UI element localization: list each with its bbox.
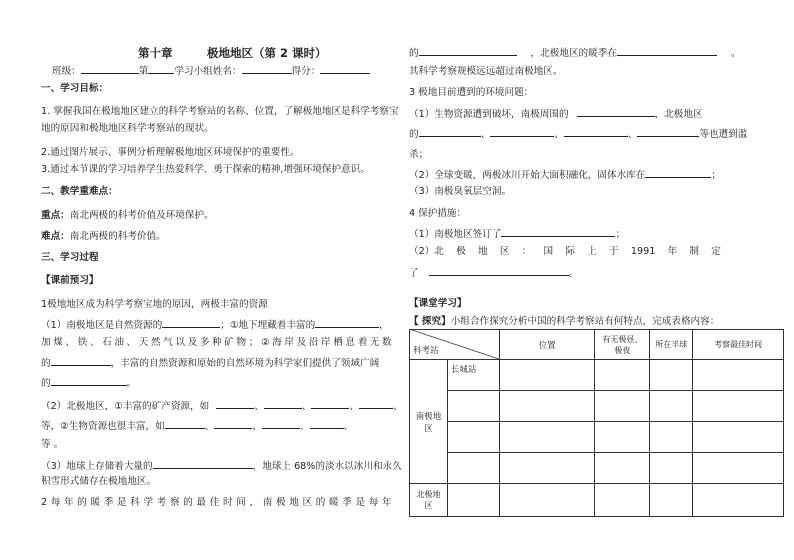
text-span: 了 xyxy=(409,268,419,279)
answer-cell[interactable] xyxy=(595,391,650,422)
char: 制 xyxy=(689,246,699,257)
char: 岸 xyxy=(284,337,294,348)
difficult-point-label: 难点： xyxy=(41,231,70,242)
question-1-3-line-2: 积雪形式储存在极地地区。 xyxy=(41,476,157,487)
table-row xyxy=(410,484,784,517)
char: 石 xyxy=(102,337,112,348)
text-span: （1）南极地区是自然资源的 xyxy=(41,320,163,331)
char: 着 xyxy=(357,337,368,348)
char: 加 xyxy=(41,337,51,348)
header-diagonal-line xyxy=(409,329,499,359)
answer-cell[interactable] xyxy=(650,422,693,453)
answer-cell[interactable] xyxy=(595,422,650,453)
preview-heading: 【课前预习】 xyxy=(41,275,99,286)
answer-blank[interactable] xyxy=(359,399,393,409)
text-span: ； xyxy=(615,229,626,240)
table-row xyxy=(410,422,784,453)
char: 种 xyxy=(212,337,222,348)
answer-cell[interactable] xyxy=(447,391,499,422)
header-best-time: 考察最佳时间 xyxy=(693,330,784,360)
char: 区 xyxy=(302,497,313,508)
char: 的 xyxy=(315,497,326,508)
answer-blank[interactable] xyxy=(429,266,569,276)
question-1: 1极地地区成为科学考察宝地的原因，两极丰富的资源 xyxy=(41,299,268,310)
header-station-label: 科考站 xyxy=(413,346,439,356)
answer-blank[interactable] xyxy=(311,399,349,409)
answer-cell[interactable] xyxy=(693,391,784,422)
answer-blank[interactable] xyxy=(564,127,628,137)
row-group-north: 北极地区 xyxy=(410,484,448,517)
text-span: （2）全球变暖，两极冰川开始大面积融化，固体水库在 xyxy=(409,170,646,181)
char: 暖 xyxy=(90,497,101,508)
char: 铁 xyxy=(77,337,88,348)
answer-cell[interactable] xyxy=(447,484,499,517)
answer-cell[interactable] xyxy=(499,391,595,422)
answer-blank[interactable] xyxy=(490,127,554,137)
text-span: 的 xyxy=(409,48,419,59)
char: 、 xyxy=(65,337,76,348)
question-1-2-line-3: 等 。 xyxy=(41,439,64,450)
answer-cell[interactable] xyxy=(595,484,650,517)
explore-text: 小组合作探究分析中国的科学考察站有何特点，完成表格内容： xyxy=(450,316,720,327)
char: 时 xyxy=(223,497,233,508)
char: 国 xyxy=(543,246,554,257)
text-span: ，丰富的自然资源和原始的自然环境为科学家们提供了领域广阔 xyxy=(110,358,380,369)
char: 年 xyxy=(64,497,74,508)
section-heading-goals: 一、学习目标： xyxy=(41,83,109,94)
text-span: （3）地球上存储着大量的 xyxy=(41,461,153,472)
key-point-text: 南北两极的科考价值及环境保护。 xyxy=(69,210,214,221)
answer-cell[interactable] xyxy=(650,484,693,517)
class-blank[interactable] xyxy=(81,64,139,74)
score-label: 得分： xyxy=(291,66,321,77)
header-hemisphere: 所在半球 xyxy=(650,330,693,360)
key-point xyxy=(41,210,214,222)
char: 季 xyxy=(103,497,114,508)
explore-label: 【 探究】 xyxy=(409,316,451,327)
char: 及 xyxy=(187,337,198,348)
char: 是 xyxy=(355,497,366,508)
classroom-heading: 【课堂学习】 xyxy=(409,298,467,309)
question-1-1-line-2 xyxy=(41,337,392,349)
answer-cell[interactable] xyxy=(595,453,650,484)
answer-cell[interactable] xyxy=(693,484,784,517)
char: 多 xyxy=(199,337,210,348)
char: 极 xyxy=(456,246,466,257)
char: ： xyxy=(521,246,532,257)
question-3-1-line-1 xyxy=(409,107,703,121)
char: 然 xyxy=(150,337,161,348)
char: 是 xyxy=(117,497,127,508)
text-span: ；①地下埋藏着丰富的 xyxy=(220,320,316,331)
char: 于 xyxy=(609,246,619,257)
answer-cell[interactable] xyxy=(650,391,693,422)
answer-cell[interactable] xyxy=(499,360,595,391)
group-label: 第 xyxy=(138,66,149,77)
goal-2: 2.通过图片展示、事例分析理解极地地区环境保护的重要性。 xyxy=(41,147,300,158)
char: 学 xyxy=(143,497,154,508)
char: 地 xyxy=(477,246,488,257)
char: 季 xyxy=(342,497,352,508)
char: 的 xyxy=(77,497,87,508)
answer-blank[interactable] xyxy=(214,419,252,429)
row-group-south: 南极地区 xyxy=(410,360,448,484)
char: 油 xyxy=(114,337,124,348)
char: 无 xyxy=(369,337,380,348)
answer-blank[interactable] xyxy=(577,107,655,117)
goal-3: 3.通过本节课的学习培养学生热爱科学、勇于探索的精神,增强环境保护意识。 xyxy=(41,164,370,175)
section-heading-process: 三、学习过程 xyxy=(41,252,99,263)
char: 物 xyxy=(236,337,247,348)
class-label: 班级： xyxy=(52,66,81,77)
char: 每 xyxy=(368,497,379,508)
char: 数 xyxy=(382,337,392,348)
question-4-1 xyxy=(409,227,625,241)
answer-cell[interactable] xyxy=(595,360,650,391)
difficult-point-text: 南北两极的科考价值。 xyxy=(69,231,166,242)
char: 、 xyxy=(89,337,100,348)
text-span: 、 xyxy=(554,129,564,140)
answer-blank[interactable] xyxy=(419,127,481,137)
answer-blank[interactable] xyxy=(419,46,517,56)
char: 的 xyxy=(183,497,193,508)
group-blank[interactable] xyxy=(148,64,174,74)
char: 以 xyxy=(175,337,185,348)
question-2-line-1 xyxy=(41,497,392,509)
score-blank[interactable] xyxy=(320,64,370,74)
table-row xyxy=(410,391,784,422)
goal-1-line-2: 地的原因和极地地区科学考察站的现状。 xyxy=(41,123,214,134)
char: 极 xyxy=(276,497,286,508)
question-1-1-line-3 xyxy=(41,356,379,370)
char: 暖 xyxy=(329,497,339,508)
char: 考 xyxy=(156,497,167,508)
char: （2）北 xyxy=(409,246,444,257)
question-1-2-line-1: （2）北极地区，①丰富的矿产资源，如 、 、 、 、 xyxy=(41,401,403,412)
name-blank[interactable] xyxy=(242,64,292,74)
answer-blank[interactable] xyxy=(617,46,717,56)
answer-blank[interactable] xyxy=(315,318,379,328)
text-span: 。 xyxy=(730,48,741,59)
answer-blank[interactable] xyxy=(262,419,300,429)
question-2-line-3: 其科学考察规模远远超过南极地区。 xyxy=(409,66,563,77)
char: 科 xyxy=(130,497,140,508)
question-1-1-line-1 xyxy=(41,318,389,332)
table-row xyxy=(410,453,784,484)
goal-1-line-1: 1. 掌握我国在极地地区建立的科学考察站的名称、位置，了解极地地区是科学考察宝 xyxy=(41,106,399,117)
question-4: 4 保护措施： xyxy=(409,208,467,219)
answer-blank[interactable] xyxy=(310,419,344,429)
text-span: 的 xyxy=(41,378,51,389)
answer-cell[interactable] xyxy=(693,360,784,391)
text-span: ； xyxy=(711,170,721,181)
header-position: 位置 xyxy=(499,330,595,360)
question-2-line-2 xyxy=(409,46,741,60)
answer-blank[interactable] xyxy=(51,356,111,366)
explore-instruction xyxy=(409,316,719,328)
char: 及 xyxy=(296,337,307,348)
text-span: 。 xyxy=(126,378,137,389)
answer-cell[interactable] xyxy=(650,453,693,484)
text-span: （2）北极地区，①丰富的矿产资源，如 xyxy=(41,401,210,412)
answer-blank[interactable] xyxy=(264,399,302,409)
text-span: （1）南极地区签订了 xyxy=(409,229,502,240)
char: 间 xyxy=(236,497,246,508)
char: 、 xyxy=(126,337,137,348)
section-heading-key-points: 二、教学重难点： xyxy=(41,186,118,197)
question-3-3: （3）南极臭氧层空洞。 xyxy=(409,186,512,197)
answer-blank[interactable] xyxy=(645,168,711,178)
answer-blank[interactable] xyxy=(162,318,220,328)
text-span: 的 xyxy=(41,358,51,369)
question-3-2 xyxy=(409,168,721,182)
answer-cell[interactable] xyxy=(650,360,693,391)
char: ② xyxy=(260,337,270,348)
question-3: 3 极地目前遭到的环境问题： xyxy=(409,87,534,98)
char: 南 xyxy=(262,497,273,508)
char: 上 xyxy=(587,246,597,257)
char: 矿 xyxy=(224,337,234,348)
header-polar-day-night: 有无极昼、极夜 xyxy=(595,330,650,360)
char: 区 xyxy=(499,246,510,257)
text-span: 等也遭到滥 xyxy=(699,129,748,140)
question-4-2-line-1 xyxy=(409,246,721,258)
char: 2 xyxy=(41,497,48,508)
char: 年 xyxy=(667,246,678,257)
answer-blank[interactable] xyxy=(153,459,253,469)
question-3-1-line-3: 杀； xyxy=(409,149,429,160)
char: 佳 xyxy=(209,497,220,508)
char: ， xyxy=(249,497,260,508)
table-row xyxy=(410,360,784,391)
char: 海 xyxy=(272,337,282,348)
char: 天 xyxy=(138,337,149,348)
char: 察 xyxy=(170,497,180,508)
text-span: 等，②生物资源也很丰富，如 xyxy=(41,421,165,432)
char: 息 xyxy=(345,337,356,348)
station-changcheng: 长城站 xyxy=(447,360,499,391)
text-span: ，北极地区的暖季在 xyxy=(530,48,617,59)
group-name-label: 学习小组姓名： xyxy=(174,66,242,77)
question-1-1-line-4 xyxy=(41,376,136,390)
question-1-3-line-1 xyxy=(41,459,402,473)
char: 定 xyxy=(711,246,721,257)
char: 地 xyxy=(289,497,299,508)
char: 际 xyxy=(565,246,575,257)
char: 1991 xyxy=(630,246,656,257)
answer-cell[interactable] xyxy=(693,453,784,484)
answer-cell[interactable] xyxy=(499,422,595,453)
text-span: 。 xyxy=(568,268,579,279)
char: 最 xyxy=(196,497,207,508)
answer-blank[interactable] xyxy=(501,227,615,237)
student-info-line xyxy=(52,64,370,78)
question-1-2-line-2: 等，②生物资源也很丰富，如 、 、 、 、 xyxy=(41,421,354,432)
text-span: （1）生物资源遭到破坏，南极周围的 xyxy=(409,109,569,120)
text-span: ， xyxy=(379,320,389,331)
answer-cell[interactable] xyxy=(499,484,595,517)
answer-cell[interactable] xyxy=(499,453,595,484)
char: 每 xyxy=(50,497,61,508)
char: 岸 xyxy=(321,337,331,348)
key-point-label: 重点： xyxy=(41,210,70,221)
text-span: ，地球上 68%的淡水以冰川和永久 xyxy=(252,461,402,472)
answer-cell[interactable] xyxy=(693,422,784,453)
char: 栖 xyxy=(333,337,343,348)
answer-cell[interactable] xyxy=(447,453,499,484)
answer-blank[interactable] xyxy=(51,376,127,386)
text-span: 的 xyxy=(409,129,419,140)
answer-blank[interactable] xyxy=(165,419,205,429)
char: 气 xyxy=(163,337,173,348)
answer-blank[interactable] xyxy=(216,399,254,409)
char: ； xyxy=(248,337,259,348)
answer-cell[interactable] xyxy=(447,422,499,453)
char: 年 xyxy=(382,497,392,508)
difficult-point xyxy=(41,231,166,243)
question-4-2-line-2 xyxy=(409,266,578,280)
answer-blank[interactable] xyxy=(637,127,699,137)
question-3-1-line-2: 的 、 、 、 等也遭到滥 xyxy=(409,129,748,140)
char: 煤 xyxy=(53,337,63,348)
text-span: ，北极地区 xyxy=(654,109,703,120)
char: 沿 xyxy=(308,337,319,348)
page-title: 第十章 极地地区（第 2 课时） xyxy=(138,46,327,60)
